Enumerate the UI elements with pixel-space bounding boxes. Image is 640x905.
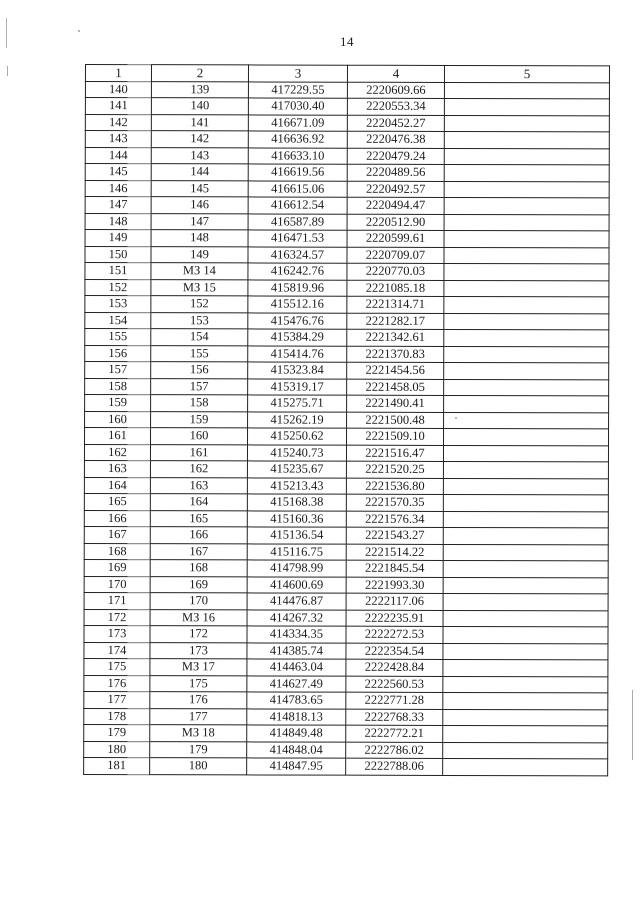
y-coordinate-cell: 2222117.06 <box>346 593 443 610</box>
reference-point-cell: 177 <box>150 708 247 725</box>
note-cell <box>444 362 609 379</box>
point-number-cell: 167 <box>84 526 150 543</box>
page-number: 14 <box>340 34 354 49</box>
x-coordinate-cell: 415512.16 <box>248 296 347 313</box>
table-row <box>85 180 609 198</box>
table-row <box>84 675 608 693</box>
point-number-cell: 150 <box>85 246 151 263</box>
note-cell <box>443 445 608 462</box>
x-coordinate-cell: 414849.48 <box>247 725 346 742</box>
point-number-cell: 151 <box>85 263 151 280</box>
x-coordinate-cell: 414385.74 <box>247 642 346 659</box>
x-coordinate-cell: 414600.69 <box>247 576 346 593</box>
y-coordinate-cell: 2222560.53 <box>346 676 443 693</box>
point-number-cell: 148 <box>85 213 151 230</box>
y-coordinate-cell: 2221490.41 <box>347 395 444 412</box>
table-row <box>84 444 608 462</box>
table-row <box>84 691 608 709</box>
point-number-cell: 162 <box>84 444 150 461</box>
point-number-cell: 161 <box>85 428 151 445</box>
table-row <box>84 559 608 577</box>
point-number-cell: 176 <box>84 675 150 692</box>
note-cell <box>443 494 608 511</box>
reference-point-cell: 163 <box>150 477 247 494</box>
x-coordinate-cell: 414476.87 <box>247 593 346 610</box>
table-header-row <box>85 65 609 83</box>
table-row <box>85 296 609 314</box>
note-cell <box>443 560 608 577</box>
note-cell <box>443 511 608 528</box>
point-number-cell: 153 <box>85 296 151 313</box>
y-coordinate-cell: 2222772.21 <box>346 725 443 742</box>
point-number-cell: 156 <box>85 345 151 362</box>
table-row <box>85 279 609 297</box>
x-coordinate-cell: 414334.35 <box>247 626 346 643</box>
table-row <box>85 164 609 182</box>
x-coordinate-cell: 415275.71 <box>248 395 347 412</box>
x-coordinate-cell: 416619.56 <box>248 164 347 181</box>
note-cell <box>443 478 608 495</box>
reference-point-cell: 173 <box>150 642 247 659</box>
reference-point-cell: 142 <box>151 131 248 148</box>
note-cell <box>443 742 608 759</box>
table-row <box>85 246 609 264</box>
note-cell <box>443 544 608 561</box>
reference-point-cell: 175 <box>150 675 247 692</box>
point-number-cell: 146 <box>85 180 151 197</box>
table-row <box>84 477 608 495</box>
reference-point-cell: 170 <box>150 593 247 610</box>
reference-point-cell: МЗ 14 <box>151 263 248 280</box>
note-cell <box>444 296 609 313</box>
point-number-cell: 152 <box>85 279 151 296</box>
table-row <box>84 543 608 561</box>
x-coordinate-cell: 415819.96 <box>248 279 347 296</box>
point-number-cell: 177 <box>84 691 150 708</box>
point-number-cell: 160 <box>85 411 151 428</box>
y-coordinate-cell: 2221845.54 <box>346 560 443 577</box>
note-cell <box>444 131 609 148</box>
table-row <box>85 263 609 281</box>
point-number-cell: 154 <box>85 312 151 329</box>
point-number-cell: 169 <box>84 559 150 576</box>
reference-point-cell: 139 <box>151 81 248 98</box>
table-row <box>85 213 609 231</box>
reference-point-cell: 159 <box>151 411 248 428</box>
reference-point-cell: МЗ 18 <box>150 725 247 742</box>
x-coordinate-cell: 415414.76 <box>248 345 347 362</box>
point-number-cell: 159 <box>85 395 151 412</box>
note-cell <box>444 263 609 280</box>
reference-point-cell: 168 <box>150 560 247 577</box>
table-row <box>85 362 609 380</box>
table-row <box>85 197 609 215</box>
y-coordinate-cell: 2220479.24 <box>347 148 444 165</box>
note-cell <box>444 412 609 429</box>
reference-point-cell: 166 <box>150 527 247 544</box>
y-coordinate-cell: 2220709.07 <box>347 247 444 264</box>
point-number-cell: 144 <box>85 147 151 164</box>
x-coordinate-cell: 414847.95 <box>247 758 346 775</box>
x-coordinate-cell: 416671.09 <box>248 114 347 131</box>
y-coordinate-cell: 2221993.30 <box>346 577 443 594</box>
note-cell <box>443 676 608 693</box>
y-coordinate-cell: 2222272.53 <box>346 626 443 643</box>
column-header: 4 <box>347 65 444 82</box>
reference-point-cell: 158 <box>151 395 248 412</box>
note-cell <box>444 197 609 214</box>
table-row <box>84 493 608 511</box>
x-coordinate-cell: 415168.38 <box>247 494 346 511</box>
note-cell <box>443 692 608 709</box>
y-coordinate-cell: 2221520.25 <box>346 461 443 478</box>
reference-point-cell: 179 <box>150 741 247 758</box>
column-header: 1 <box>85 65 151 82</box>
reference-point-cell: 147 <box>151 213 248 230</box>
point-number-cell: 181 <box>84 757 150 774</box>
table-row <box>84 708 608 726</box>
note-cell <box>444 98 609 115</box>
x-coordinate-cell: 417030.40 <box>248 98 347 115</box>
x-coordinate-cell: 415240.73 <box>247 444 346 461</box>
x-coordinate-cell: 415262.19 <box>248 411 347 428</box>
reference-point-cell: 148 <box>151 230 248 247</box>
reference-point-cell: 140 <box>151 98 248 115</box>
point-number-cell: 163 <box>84 460 150 477</box>
x-coordinate-cell: 414463.04 <box>247 659 346 676</box>
point-number-cell: 180 <box>84 741 150 758</box>
note-cell <box>443 577 608 594</box>
x-coordinate-cell: 416471.53 <box>248 230 347 247</box>
reference-point-cell: 144 <box>151 164 248 181</box>
x-coordinate-cell: 414267.32 <box>247 609 346 626</box>
x-coordinate-cell: 415384.29 <box>248 329 347 346</box>
reference-point-cell: МЗ 15 <box>151 279 248 296</box>
point-number-cell: 158 <box>85 378 151 395</box>
x-coordinate-cell: 414627.49 <box>247 675 346 692</box>
y-coordinate-cell: 2222428.84 <box>346 659 443 676</box>
x-coordinate-cell: 417229.55 <box>248 81 347 98</box>
y-coordinate-cell: 2220489.56 <box>347 164 444 181</box>
y-coordinate-cell: 2222786.02 <box>346 742 443 759</box>
note-cell <box>444 247 609 264</box>
table-row <box>85 131 609 149</box>
note-cell <box>444 329 609 346</box>
note-cell <box>443 626 608 643</box>
x-coordinate-cell: 416324.57 <box>248 246 347 263</box>
point-number-cell: 172 <box>84 609 150 626</box>
y-coordinate-cell: 2221500.48 <box>347 412 444 429</box>
note-cell <box>444 115 609 132</box>
point-number-cell: 142 <box>85 114 151 131</box>
table-row <box>84 510 608 528</box>
table-row <box>84 526 608 544</box>
y-coordinate-cell: 2222235.91 <box>346 610 443 627</box>
table-row <box>85 230 609 248</box>
y-coordinate-cell: 2221085.18 <box>347 280 444 297</box>
note-cell <box>444 346 609 363</box>
y-coordinate-cell: 2220494.47 <box>347 197 444 214</box>
x-coordinate-cell: 415213.43 <box>247 477 346 494</box>
table-row <box>85 147 609 165</box>
point-number-cell: 166 <box>84 510 150 527</box>
reference-point-cell: 180 <box>150 758 247 775</box>
scan-artifact-dot <box>78 30 80 32</box>
x-coordinate-cell: 415235.67 <box>247 461 346 478</box>
x-coordinate-cell: 416636.92 <box>248 131 347 148</box>
reference-point-cell: МЗ 17 <box>150 659 247 676</box>
y-coordinate-cell: 2220609.66 <box>347 82 444 99</box>
reference-point-cell: 143 <box>151 147 248 164</box>
reference-point-cell: 167 <box>150 543 247 560</box>
point-number-cell: 143 <box>85 131 151 148</box>
reference-point-cell: 161 <box>150 444 247 461</box>
table-row <box>85 98 609 116</box>
reference-point-cell: 162 <box>150 461 247 478</box>
note-cell <box>444 280 609 297</box>
y-coordinate-cell: 2220452.27 <box>347 115 444 132</box>
note-cell <box>444 230 609 247</box>
table-row <box>85 329 609 347</box>
x-coordinate-cell: 414848.04 <box>247 741 346 758</box>
point-number-cell: 173 <box>84 625 150 642</box>
point-number-cell: 178 <box>84 708 150 725</box>
reference-point-cell: 154 <box>151 329 248 346</box>
y-coordinate-cell: 2221370.83 <box>347 346 444 363</box>
note-cell <box>443 461 608 478</box>
x-coordinate-cell: 415319.17 <box>248 378 347 395</box>
y-coordinate-cell: 2220492.57 <box>347 181 444 198</box>
note-cell <box>443 725 608 742</box>
table-row <box>84 592 608 610</box>
reference-point-cell: 165 <box>150 510 247 527</box>
x-coordinate-cell: 415476.76 <box>248 312 347 329</box>
table-row <box>85 378 609 396</box>
x-coordinate-cell: 414818.13 <box>247 708 346 725</box>
point-number-cell: 157 <box>85 362 151 379</box>
table-row <box>84 576 608 594</box>
note-cell <box>443 527 608 544</box>
point-number-cell: 165 <box>84 493 150 510</box>
x-coordinate-cell: 414798.99 <box>247 560 346 577</box>
column-header: 5 <box>444 65 609 82</box>
y-coordinate-cell: 2221342.61 <box>347 329 444 346</box>
reference-point-cell: 160 <box>151 428 248 445</box>
scan-artifact-left-line <box>6 18 7 48</box>
x-coordinate-cell: 415116.75 <box>247 543 346 560</box>
note-cell <box>444 313 609 330</box>
y-coordinate-cell: 2221516.47 <box>346 445 443 462</box>
reference-point-cell: 157 <box>151 378 248 395</box>
note-cell <box>443 610 608 627</box>
note-cell <box>444 379 609 396</box>
x-coordinate-cell: 416242.76 <box>248 263 347 280</box>
table-row <box>84 609 608 627</box>
reference-point-cell: 155 <box>151 345 248 362</box>
y-coordinate-cell: 2221509.10 <box>347 428 444 445</box>
table-row <box>84 757 608 775</box>
y-coordinate-cell: 2222788.06 <box>346 758 443 775</box>
table-row <box>85 395 609 413</box>
point-number-cell: 164 <box>84 477 150 494</box>
point-number-cell: 149 <box>85 230 151 247</box>
reference-point-cell: 141 <box>151 114 248 131</box>
y-coordinate-cell: 2221314.71 <box>347 296 444 313</box>
x-coordinate-cell: 415250.62 <box>248 428 347 445</box>
note-cell <box>444 428 609 445</box>
table-row <box>85 81 609 99</box>
reference-point-cell: 152 <box>151 296 248 313</box>
table-row <box>85 411 609 429</box>
reference-point-cell: МЗ 16 <box>150 609 247 626</box>
y-coordinate-cell: 2221282.17 <box>347 313 444 330</box>
y-coordinate-cell: 2220512.90 <box>347 214 444 231</box>
y-coordinate-cell: 2221514.22 <box>346 544 443 561</box>
table-row <box>84 741 608 759</box>
column-header: 3 <box>248 65 347 82</box>
y-coordinate-cell: 2221536.80 <box>346 478 443 495</box>
point-number-cell: 168 <box>84 543 150 560</box>
reference-point-cell: 156 <box>151 362 248 379</box>
y-coordinate-cell: 2220553.34 <box>347 98 444 115</box>
x-coordinate-cell: 415136.54 <box>247 527 346 544</box>
y-coordinate-cell: 2222768.33 <box>346 709 443 726</box>
note-cell <box>443 758 608 775</box>
reference-point-cell: 149 <box>151 246 248 263</box>
y-coordinate-cell: 2221458.05 <box>347 379 444 396</box>
table-row <box>84 724 608 742</box>
reference-point-cell: 146 <box>151 197 248 214</box>
note-cell <box>444 164 609 181</box>
scan-artifact-right-line <box>632 690 633 760</box>
y-coordinate-cell: 2222354.54 <box>346 643 443 660</box>
note-cell <box>444 181 609 198</box>
reference-point-cell: 164 <box>150 494 247 511</box>
y-coordinate-cell: 2220599.61 <box>347 230 444 247</box>
note-cell <box>443 643 608 660</box>
x-coordinate-cell: 414783.65 <box>247 692 346 709</box>
note-cell <box>443 709 608 726</box>
scan-artifact-left-tick <box>7 66 8 76</box>
reference-point-cell: 176 <box>150 692 247 709</box>
reference-point-cell: 172 <box>150 626 247 643</box>
x-coordinate-cell: 415323.84 <box>248 362 347 379</box>
y-coordinate-cell: 2221543.27 <box>346 527 443 544</box>
reference-point-cell: 145 <box>151 180 248 197</box>
reference-point-cell: 153 <box>151 312 248 329</box>
point-number-cell: 141 <box>85 98 151 115</box>
table-row <box>84 625 608 643</box>
note-cell <box>443 659 608 676</box>
note-cell <box>444 82 609 99</box>
table-row <box>84 460 608 478</box>
point-number-cell: 171 <box>84 592 150 609</box>
reference-point-cell: 169 <box>150 576 247 593</box>
y-coordinate-cell: 2221454.56 <box>347 362 444 379</box>
table-row <box>85 345 609 363</box>
point-number-cell: 174 <box>84 642 150 659</box>
note-cell <box>443 593 608 610</box>
point-number-cell: 147 <box>85 197 151 214</box>
x-coordinate-cell: 415160.36 <box>247 510 346 527</box>
coordinates-table <box>83 64 610 776</box>
table-row <box>85 114 609 132</box>
table-row <box>85 312 609 330</box>
table-row <box>84 658 608 676</box>
note-cell <box>444 214 609 231</box>
point-number-cell: 145 <box>85 164 151 181</box>
point-number-cell: 170 <box>84 576 150 593</box>
x-coordinate-cell: 416633.10 <box>248 147 347 164</box>
note-cell <box>444 395 609 412</box>
note-cell <box>444 148 609 165</box>
point-number-cell: 155 <box>85 329 151 346</box>
y-coordinate-cell: 2220476.38 <box>347 131 444 148</box>
point-number-cell: 140 <box>85 81 151 98</box>
table-body <box>84 81 610 775</box>
point-number-cell: 175 <box>84 658 150 675</box>
table-row <box>84 642 608 660</box>
y-coordinate-cell: 2220770.03 <box>347 263 444 280</box>
y-coordinate-cell: 2221576.34 <box>346 511 443 528</box>
x-coordinate-cell: 416612.54 <box>248 197 347 214</box>
x-coordinate-cell: 416587.89 <box>248 213 347 230</box>
y-coordinate-cell: 2221570.35 <box>346 494 443 511</box>
x-coordinate-cell: 416615.06 <box>248 180 347 197</box>
column-header: 2 <box>151 65 248 82</box>
table-row <box>85 428 609 446</box>
y-coordinate-cell: 2222771.28 <box>346 692 443 709</box>
point-number-cell: 179 <box>84 724 150 741</box>
